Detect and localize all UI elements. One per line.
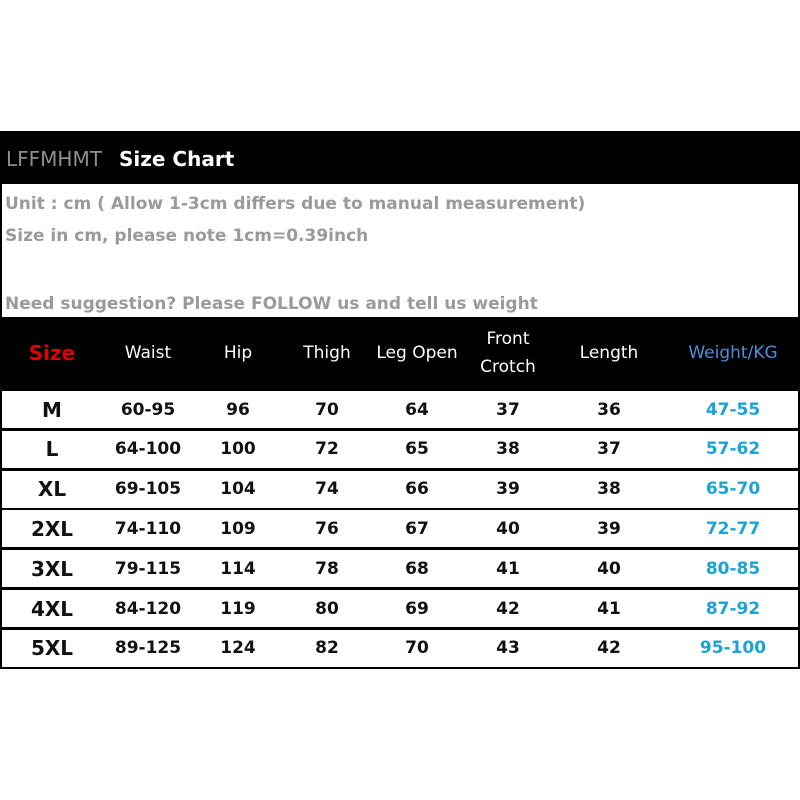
cell-hip: 104	[220, 479, 256, 500]
cell-leg-open: 68	[405, 558, 429, 579]
suggestion-note: Need suggestion? Please FOLLOW us and tell us weight	[5, 294, 538, 314]
cell-thigh: 80	[315, 598, 339, 619]
table-header	[0, 317, 800, 389]
table-row	[2, 630, 798, 667]
cell-front-crotch: 41	[496, 558, 520, 579]
cell-leg-open: 66	[405, 479, 429, 500]
cell-thigh: 78	[315, 558, 339, 579]
cell-waist: 79-115	[114, 558, 182, 579]
unit-note: Unit : cm ( Allow 1-3cm differs due to manual measurement)	[5, 194, 586, 214]
cell-size: 5XL	[30, 636, 74, 661]
cell-size: 4XL	[30, 596, 74, 621]
cell-leg-open: 64	[405, 399, 429, 420]
header-thigh: Thigh	[303, 343, 351, 363]
cell-size: 3XL	[30, 556, 74, 581]
header-leg-open: Leg Open	[376, 343, 458, 363]
cell-weight: 65-70	[705, 479, 761, 500]
cell-length: 42	[597, 638, 621, 659]
cell-thigh: 74	[315, 479, 339, 500]
cell-weight: 87-92	[705, 598, 761, 619]
cell-waist: 60-95	[120, 399, 176, 420]
cell-length: 39	[597, 518, 621, 539]
cell-hip: 124	[220, 638, 256, 659]
header-hip: Hip	[223, 343, 253, 363]
cell-waist: 84-120	[114, 598, 182, 619]
cell-hip: 100	[220, 439, 256, 460]
brand-name: LFFMHMT	[6, 147, 102, 171]
header-weight: Weight/KG	[688, 343, 778, 363]
table-row	[2, 471, 798, 508]
conversion-note: Size in cm, please note 1cm=0.39inch	[5, 226, 369, 246]
cell-length: 38	[597, 479, 621, 500]
table-row	[2, 431, 798, 468]
cell-hip: 109	[220, 518, 256, 539]
cell-weight: 72-77	[705, 518, 761, 539]
cell-thigh: 82	[315, 638, 339, 659]
table-row	[2, 510, 798, 547]
size-chart	[0, 131, 800, 669]
cell-size: 2XL	[30, 516, 74, 541]
cell-size: XL	[37, 477, 67, 502]
cell-hip: 114	[220, 558, 256, 579]
cell-thigh: 70	[315, 399, 339, 420]
table-row	[2, 391, 798, 428]
cell-length: 36	[597, 399, 621, 420]
cell-hip: 96	[226, 399, 250, 420]
cell-weight: 47-55	[705, 399, 761, 420]
cell-leg-open: 65	[405, 439, 429, 460]
cell-front-crotch: 37	[496, 399, 520, 420]
cell-weight: 80-85	[705, 558, 761, 579]
header-size: Size	[28, 341, 76, 365]
cell-hip: 119	[220, 598, 256, 619]
cell-thigh: 72	[315, 439, 339, 460]
header-front-crotch: Front Crotch	[480, 329, 536, 377]
cell-length: 40	[597, 558, 621, 579]
cell-weight: 57-62	[705, 439, 761, 460]
cell-leg-open: 70	[405, 638, 429, 659]
cell-length: 41	[597, 598, 621, 619]
cell-length: 37	[597, 439, 621, 460]
cell-front-crotch: 43	[496, 638, 520, 659]
header-length: Length	[579, 343, 639, 363]
header-waist: Waist	[124, 343, 172, 363]
cell-size: L	[45, 437, 59, 462]
cell-waist: 74-110	[114, 518, 182, 539]
cell-weight: 95-100	[699, 638, 767, 659]
cell-leg-open: 69	[405, 598, 429, 619]
cell-waist: 89-125	[114, 638, 182, 659]
chart-title: Size Chart	[119, 147, 235, 171]
table-row	[2, 590, 798, 627]
cell-leg-open: 67	[405, 518, 429, 539]
title-bar	[0, 131, 800, 184]
cell-front-crotch: 39	[496, 479, 520, 500]
cell-front-crotch: 38	[496, 439, 520, 460]
cell-thigh: 76	[315, 518, 339, 539]
cell-front-crotch: 42	[496, 598, 520, 619]
cell-waist: 64-100	[114, 439, 182, 460]
cell-waist: 69-105	[114, 479, 182, 500]
cell-size: M	[42, 397, 62, 422]
cell-front-crotch: 40	[496, 518, 520, 539]
info-panel	[2, 184, 798, 317]
table-row	[2, 550, 798, 587]
